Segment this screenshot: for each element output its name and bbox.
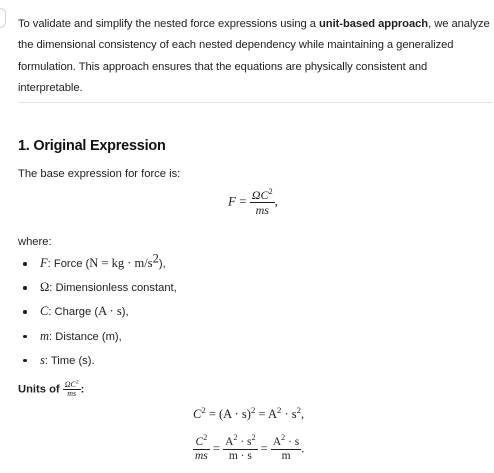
- intro-prefix: To validate and simplify the nested force expressions using a: [18, 18, 316, 30]
- ueq2-f2-num-end: · s: [237, 436, 252, 448]
- bullet-dot: [23, 286, 27, 290]
- ueq2-eq-1: =: [212, 441, 220, 456]
- list-item: [18, 299, 318, 323]
- var-unit: N = kg · m/s: [89, 256, 153, 270]
- scroll-edge-handle: [0, 8, 6, 28]
- eq-fraction: [250, 188, 275, 217]
- ueq1-mid-exp: 2: [250, 404, 256, 415]
- eq-num-exponent: 2: [268, 187, 273, 196]
- variable-list: [18, 251, 318, 372]
- var-desc: : Charge (: [48, 306, 99, 319]
- section-title: 1. Original Expression: [18, 138, 166, 154]
- ueq2-f3-den: m: [271, 449, 301, 463]
- var-desc: : Distance (m),: [49, 330, 122, 343]
- ueq2-eq-2: =: [260, 441, 268, 456]
- ueq2-f3-num-end: · s: [285, 436, 300, 448]
- ueq1-lhs-exp: 2: [201, 404, 206, 415]
- ueq2-frac-2: [223, 433, 257, 463]
- units-label-text: Units of: [18, 383, 60, 396]
- ueq2-f2-num: A: [225, 436, 234, 448]
- ueq2-f2-exp-2: 2: [251, 433, 256, 443]
- var-symbol: C: [40, 304, 49, 319]
- intro-suffix: , we analyze the dimensional consistency of each nested dependency while maintaining a generalized formulation. This approach ensures that the equations are physically consistent and interpretable.: [18, 18, 490, 94]
- var-desc: : Dimensionless constant,: [49, 282, 177, 295]
- list-item: [18, 251, 318, 275]
- ueq2-f3-num: A: [272, 436, 282, 448]
- ueq1-lhs: C: [193, 407, 202, 421]
- var-desc: : Time (s).: [44, 354, 95, 367]
- intro-paragraph: [18, 14, 492, 99]
- ueq1-trail: ,: [301, 407, 305, 421]
- var-close: ),: [158, 258, 166, 270]
- ueq1-rhs-exp: 2: [276, 404, 282, 415]
- ueq1-rhs: = A: [255, 407, 277, 421]
- bullet-dot: [23, 335, 27, 339]
- list-item: [18, 324, 318, 348]
- eq-denominator: ms: [250, 202, 275, 217]
- divider: [18, 102, 493, 103]
- var-unit: A · s: [98, 304, 122, 319]
- var-symbol: Ω: [40, 280, 50, 295]
- list-item: [18, 275, 318, 299]
- units-equation-1: [193, 404, 305, 422]
- intro-bold-term: unit-based approach: [319, 18, 429, 30]
- units-frac-num: ΩC: [64, 380, 76, 389]
- ueq2-f3-exp: 2: [281, 433, 286, 443]
- ueq2-f2-den: m · s: [223, 449, 257, 463]
- var-symbol: F: [40, 256, 48, 270]
- units-label-fraction: [63, 381, 81, 398]
- var-close: ),: [121, 306, 129, 319]
- var-desc: : Force (: [47, 258, 90, 270]
- var-unit-exp: 2: [152, 251, 159, 266]
- ueq2-f1-num: C: [195, 436, 204, 448]
- units-frac-exp: 2: [75, 379, 79, 386]
- units-equation-2: [193, 433, 305, 463]
- ueq2-frac-1: [193, 433, 210, 463]
- ueq1-mid: = (A · s): [205, 407, 251, 421]
- ueq1-end: · s: [281, 407, 297, 421]
- ueq2-f1-den: ms: [195, 450, 208, 462]
- ueq2-f1-exp: 2: [203, 433, 208, 443]
- bullet-dot: [23, 310, 27, 314]
- units-frac-den: ms: [63, 389, 81, 398]
- var-symbol: m: [40, 328, 50, 343]
- var-symbol: s: [40, 352, 45, 367]
- ueq2-frac-3: [271, 433, 301, 463]
- force-equation: [228, 188, 278, 217]
- ueq2-f2-exp: 2: [233, 433, 238, 443]
- where-label: where:: [18, 236, 52, 248]
- bullet-dot: [23, 359, 27, 363]
- bullet-dot: [23, 262, 27, 266]
- base-expression-text: The base expression for force is:: [18, 168, 181, 180]
- ueq2-trail: .: [301, 441, 305, 456]
- eq-trail: ,: [274, 193, 278, 209]
- eq-sign: =: [239, 193, 247, 209]
- eq-lhs: F: [228, 193, 236, 209]
- units-label: Units of $\frac{\Omega C^2}{ms}$ :: [18, 379, 85, 398]
- ueq1-end-exp: 2: [296, 404, 302, 415]
- eq-numerator: ΩC: [251, 188, 269, 202]
- list-item: [18, 348, 318, 372]
